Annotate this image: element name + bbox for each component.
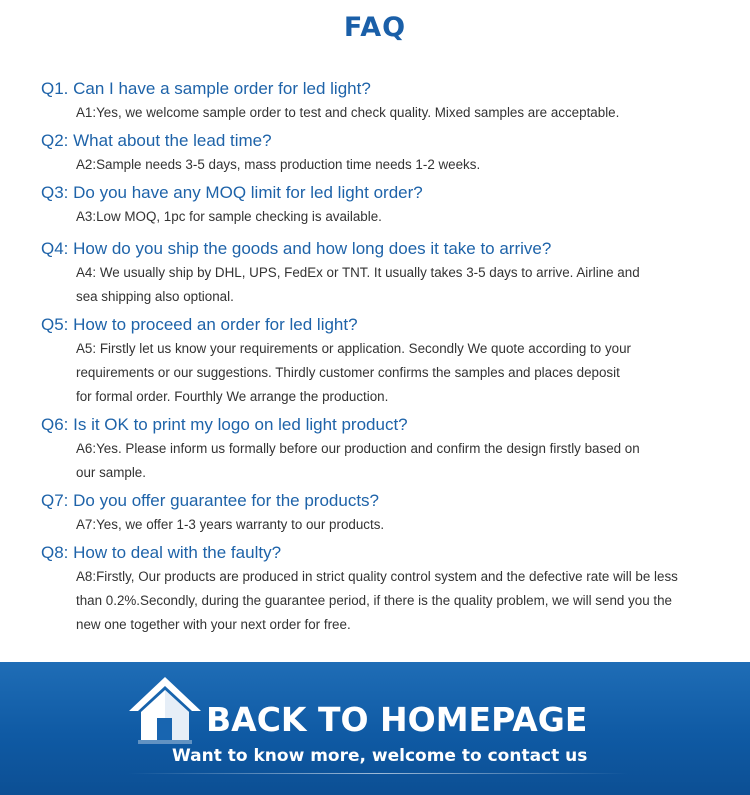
faq-answer-3: A3:Low MOQ, 1pc for sample checking is available. bbox=[76, 209, 382, 224]
faq-answer-2: A2:Sample needs 3-5 days, mass production time needs 1-2 weeks. bbox=[76, 157, 481, 172]
faq-answer-1: A1:Yes, we welcome sample order to test and check quality. Mixed samples are acceptable. bbox=[76, 105, 620, 120]
faq-question-8: Q8: How to deal with the faulty? bbox=[41, 543, 282, 562]
faq-answer-6: A6:Yes. Please inform us formally before our production and confirm the design firstly based on our sample. bbox=[76, 441, 640, 480]
faq-question-4: Q4: How do you ship the goods and how long does it take to arrive? bbox=[41, 239, 552, 258]
faq-answer-5: A5: Firstly let us know your requirements or application. Secondly We quote according to your requirements or our suggestions. Thirdly customer confirms the samples and places deposit for formal order. Fourthly We arrange the production. bbox=[76, 341, 631, 404]
house-icon bbox=[126, 674, 204, 748]
faq-question-6: Q6: Is it OK to print my logo on led light product? bbox=[41, 415, 408, 434]
faq-question-7: Q7: Do you offer guarantee for the products? bbox=[41, 491, 380, 510]
banner-divider bbox=[128, 773, 628, 774]
back-to-homepage-banner[interactable] bbox=[0, 662, 750, 795]
faq-question-2: Q2: What about the lead time? bbox=[41, 131, 272, 150]
banner-heading[interactable]: BACK TO HOMEPAGE bbox=[206, 700, 588, 739]
faq-answer-4: A4: We usually ship by DHL, UPS, FedEx or TNT. It usually takes 3-5 days to arrive. Airline and sea shipping also optional. bbox=[76, 265, 640, 304]
faq-question-1: Q1. Can I have a sample order for led light? bbox=[41, 79, 371, 98]
faq-question-5: Q5: How to proceed an order for led light? bbox=[41, 315, 358, 334]
faq-question-3: Q3: Do you have any MOQ limit for led light order? bbox=[41, 183, 423, 202]
banner-subtitle: Want to know more, welcome to contact us bbox=[172, 746, 588, 766]
faq-answer-7: A7:Yes, we offer 1-3 years warranty to our products. bbox=[76, 517, 385, 532]
page-title: FAQ bbox=[343, 12, 407, 43]
faq-answer-8: A8:Firstly, Our products are produced in strict quality control system and the defective rate will be less than 0.2%.Secondly, during the guarantee period, if there is the quality problem, we will send you the new one together with your next order for free. bbox=[76, 569, 678, 632]
